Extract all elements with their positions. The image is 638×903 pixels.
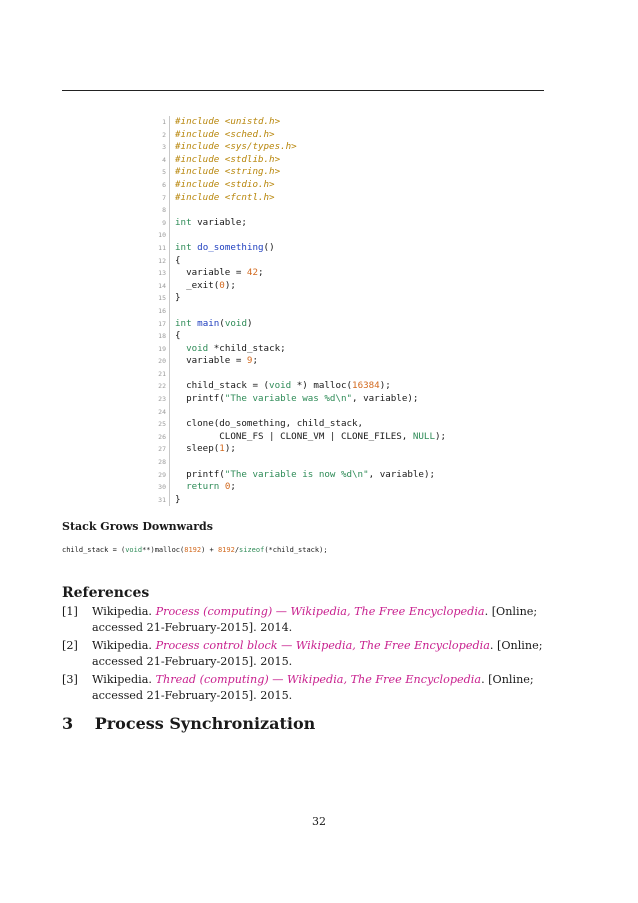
code-token: void [224, 317, 247, 329]
code-text [169, 217, 247, 230]
code-token: 9 [246, 355, 253, 367]
line-number: 8 [162, 206, 166, 215]
code-text [169, 418, 363, 431]
code-token: void [186, 342, 209, 354]
code-line [148, 443, 446, 456]
code-text [169, 481, 236, 494]
code-text [169, 166, 280, 179]
line-number: 28 [158, 458, 166, 467]
stack-section-title: Stack Grows Downwards [62, 520, 213, 533]
reference-link[interactable]: Process control block — Wikipedia, The Free Encyclopedia [155, 639, 490, 652]
code-token: { [175, 330, 181, 342]
reference-item [62, 672, 544, 703]
reference-body [92, 672, 544, 703]
code-token: ; [252, 355, 259, 367]
line-number: 5 [162, 168, 166, 177]
code-text [169, 267, 264, 280]
code-token [175, 481, 186, 492]
code-token: variable = [175, 355, 247, 367]
code-text [169, 406, 179, 419]
code-token: ); [224, 443, 236, 455]
code-token: ); [379, 380, 391, 392]
code-line [148, 166, 446, 179]
reference-author: Wikipedia. [92, 639, 152, 652]
code-text [169, 318, 253, 331]
code-line [148, 129, 446, 142]
line-number: 18 [158, 332, 166, 341]
code-token: do_something [197, 241, 264, 253]
code-token: *) malloc( [291, 380, 353, 392]
code-text [169, 368, 179, 381]
code-token: #include <sys/types.h> [175, 141, 297, 153]
code-line [148, 141, 446, 154]
line-number: 2 [162, 130, 166, 139]
code-token: #include <stdlib.h> [175, 153, 281, 165]
code-token: ) + [201, 546, 218, 554]
code-token: "The variable was %d\n" [224, 393, 353, 405]
code-text [169, 255, 181, 268]
code-line [148, 368, 446, 381]
code-token: ( [219, 317, 225, 329]
code-token: 8192 [184, 546, 202, 554]
line-number: 19 [158, 344, 166, 353]
code-text [169, 229, 179, 242]
reference-body [92, 604, 544, 635]
code-line [148, 406, 446, 419]
code-text [169, 393, 418, 406]
line-number: 20 [158, 357, 166, 366]
code-text [169, 343, 286, 356]
code-line [148, 255, 446, 268]
code-listing [148, 116, 446, 506]
code-text [169, 116, 280, 129]
reference-number: [3] [62, 673, 78, 686]
line-number: 25 [158, 420, 166, 429]
code-text [169, 330, 181, 343]
code-token: int [175, 241, 192, 253]
reference-author: Wikipedia. [92, 673, 152, 686]
code-token: sleep( [175, 443, 220, 455]
reference-link[interactable]: Process (computing) — Wikipedia, The Free Encyclopedia [155, 605, 485, 618]
section-number: 3 [62, 714, 74, 733]
code-token: #include <sched.h> [175, 128, 275, 140]
code-line [148, 179, 446, 192]
code-line [148, 229, 446, 242]
code-text [169, 494, 181, 507]
code-token: ; [258, 267, 264, 279]
code-token: #include <stdio.h> [175, 178, 275, 190]
code-text [169, 280, 236, 293]
line-number: 31 [158, 495, 166, 504]
code-token: printf( [175, 393, 225, 405]
line-number: 29 [158, 470, 166, 479]
code-token [175, 343, 186, 354]
code-token: return [186, 481, 220, 493]
code-token: } [175, 292, 181, 304]
code-line [148, 481, 446, 494]
code-token: printf( [175, 468, 225, 480]
code-token: , variable); [368, 468, 436, 480]
code-token: #include <unistd.h> [175, 116, 281, 127]
line-number: 15 [158, 294, 166, 303]
code-line [148, 154, 446, 167]
code-token: variable; [191, 216, 247, 228]
code-line [148, 217, 446, 230]
line-number: 21 [158, 369, 166, 378]
reference-body [92, 638, 544, 669]
line-number: 16 [158, 306, 166, 315]
code-token: ; [230, 481, 236, 493]
line-number: 7 [162, 193, 166, 202]
code-line [148, 305, 446, 318]
code-token: ); [224, 279, 236, 291]
code-token: int [175, 216, 192, 228]
code-token: **)malloc( [142, 546, 185, 554]
line-number: 13 [158, 269, 166, 278]
code-line [148, 343, 446, 356]
code-line [148, 192, 446, 205]
code-token: / [234, 546, 240, 554]
code-line [148, 355, 446, 368]
stack-code-snippet [62, 546, 328, 554]
code-text [169, 129, 275, 142]
code-token: #include <string.h> [175, 166, 281, 178]
code-line [148, 318, 446, 331]
code-line [148, 242, 446, 255]
reference-details: . [Online; accessed 21-February-2015]. 2015. [92, 639, 543, 668]
code-token: () [263, 241, 275, 253]
code-text [169, 305, 179, 318]
code-text [169, 192, 275, 205]
code-token: *child_stack; [208, 342, 286, 354]
code-token: sizeof [239, 546, 265, 554]
code-token: 0 [224, 481, 231, 493]
code-text [169, 355, 258, 368]
code-token: main [197, 317, 220, 329]
code-token: _exit( [175, 279, 220, 291]
code-line [148, 431, 446, 444]
header-rule [62, 90, 544, 91]
reference-author: Wikipedia. [92, 605, 152, 618]
code-line [148, 280, 446, 293]
reference-link[interactable]: Thread (computing) — Wikipedia, The Free Encyclopedia [155, 673, 482, 686]
code-line [148, 330, 446, 343]
code-token: 16384 [352, 380, 380, 392]
code-text [169, 456, 179, 469]
code-line [148, 393, 446, 406]
line-number: 9 [162, 218, 166, 227]
line-number: 24 [158, 407, 166, 416]
code-token: "The variable is now %d\n" [224, 468, 369, 480]
code-text [169, 380, 391, 393]
code-token: void [269, 380, 292, 392]
code-text [169, 242, 275, 255]
code-line [148, 292, 446, 305]
code-line [148, 494, 446, 507]
code-line [148, 116, 446, 129]
references-title: References [62, 585, 150, 601]
line-number: 14 [158, 281, 166, 290]
line-number: 27 [158, 445, 166, 454]
line-number: 17 [158, 319, 166, 328]
line-number: 22 [158, 382, 166, 391]
code-token: child_stack = ( [62, 546, 126, 554]
reference-number: [1] [62, 605, 78, 618]
code-token: ); [435, 430, 447, 442]
code-token: 42 [246, 267, 258, 279]
code-line [148, 418, 446, 431]
code-token: ) [246, 317, 253, 329]
line-number: 23 [158, 395, 166, 404]
references-list [62, 604, 544, 706]
code-line [148, 267, 446, 280]
reference-item [62, 638, 544, 669]
code-token: 0 [219, 279, 225, 291]
code-token: 1 [219, 443, 225, 455]
code-text [169, 431, 446, 444]
code-line [148, 456, 446, 469]
code-token: void [125, 546, 143, 554]
code-token: 8192 [217, 546, 235, 554]
line-number: 26 [158, 432, 166, 441]
line-number: 30 [158, 483, 166, 492]
code-text [169, 292, 181, 305]
code-line [148, 380, 446, 393]
code-text [169, 204, 179, 217]
reference-details: . [Online; accessed 21-February-2015]. 2015. [92, 673, 534, 702]
line-number: 10 [158, 231, 166, 240]
line-number: 1 [162, 118, 166, 126]
line-number: 4 [162, 155, 166, 164]
code-token: , variable); [352, 393, 419, 405]
line-number: 12 [158, 256, 166, 265]
code-token: int [175, 317, 192, 329]
code-token: { [175, 254, 181, 266]
code-token: NULL [412, 430, 435, 442]
code-text [169, 154, 280, 167]
code-token: } [175, 493, 181, 505]
page-number: 32 [312, 815, 326, 828]
code-text [169, 141, 297, 154]
code-token: child_stack = ( [175, 380, 270, 392]
line-number: 6 [162, 180, 166, 189]
code-token: (*child_stack); [264, 546, 328, 554]
code-token: CLONE_FS | CLONE_VM | CLONE_FILES, [175, 430, 413, 442]
reference-details: . [Online; accessed 21-February-2015]. 2014. [92, 605, 538, 634]
line-number: 3 [162, 143, 166, 152]
code-token: clone(do_something, child_stack, [175, 418, 364, 430]
code-line [148, 469, 446, 482]
code-token: variable = [175, 267, 247, 279]
reference-number: [2] [62, 639, 78, 652]
code-token: #include <fcntl.h> [175, 191, 275, 203]
reference-item [62, 604, 544, 635]
line-number: 11 [158, 243, 166, 252]
section-title: Process Synchronization [94, 714, 316, 733]
code-text [169, 469, 435, 482]
section-heading [62, 714, 315, 733]
code-text [169, 443, 236, 456]
code-text [169, 179, 275, 192]
code-line [148, 204, 446, 217]
